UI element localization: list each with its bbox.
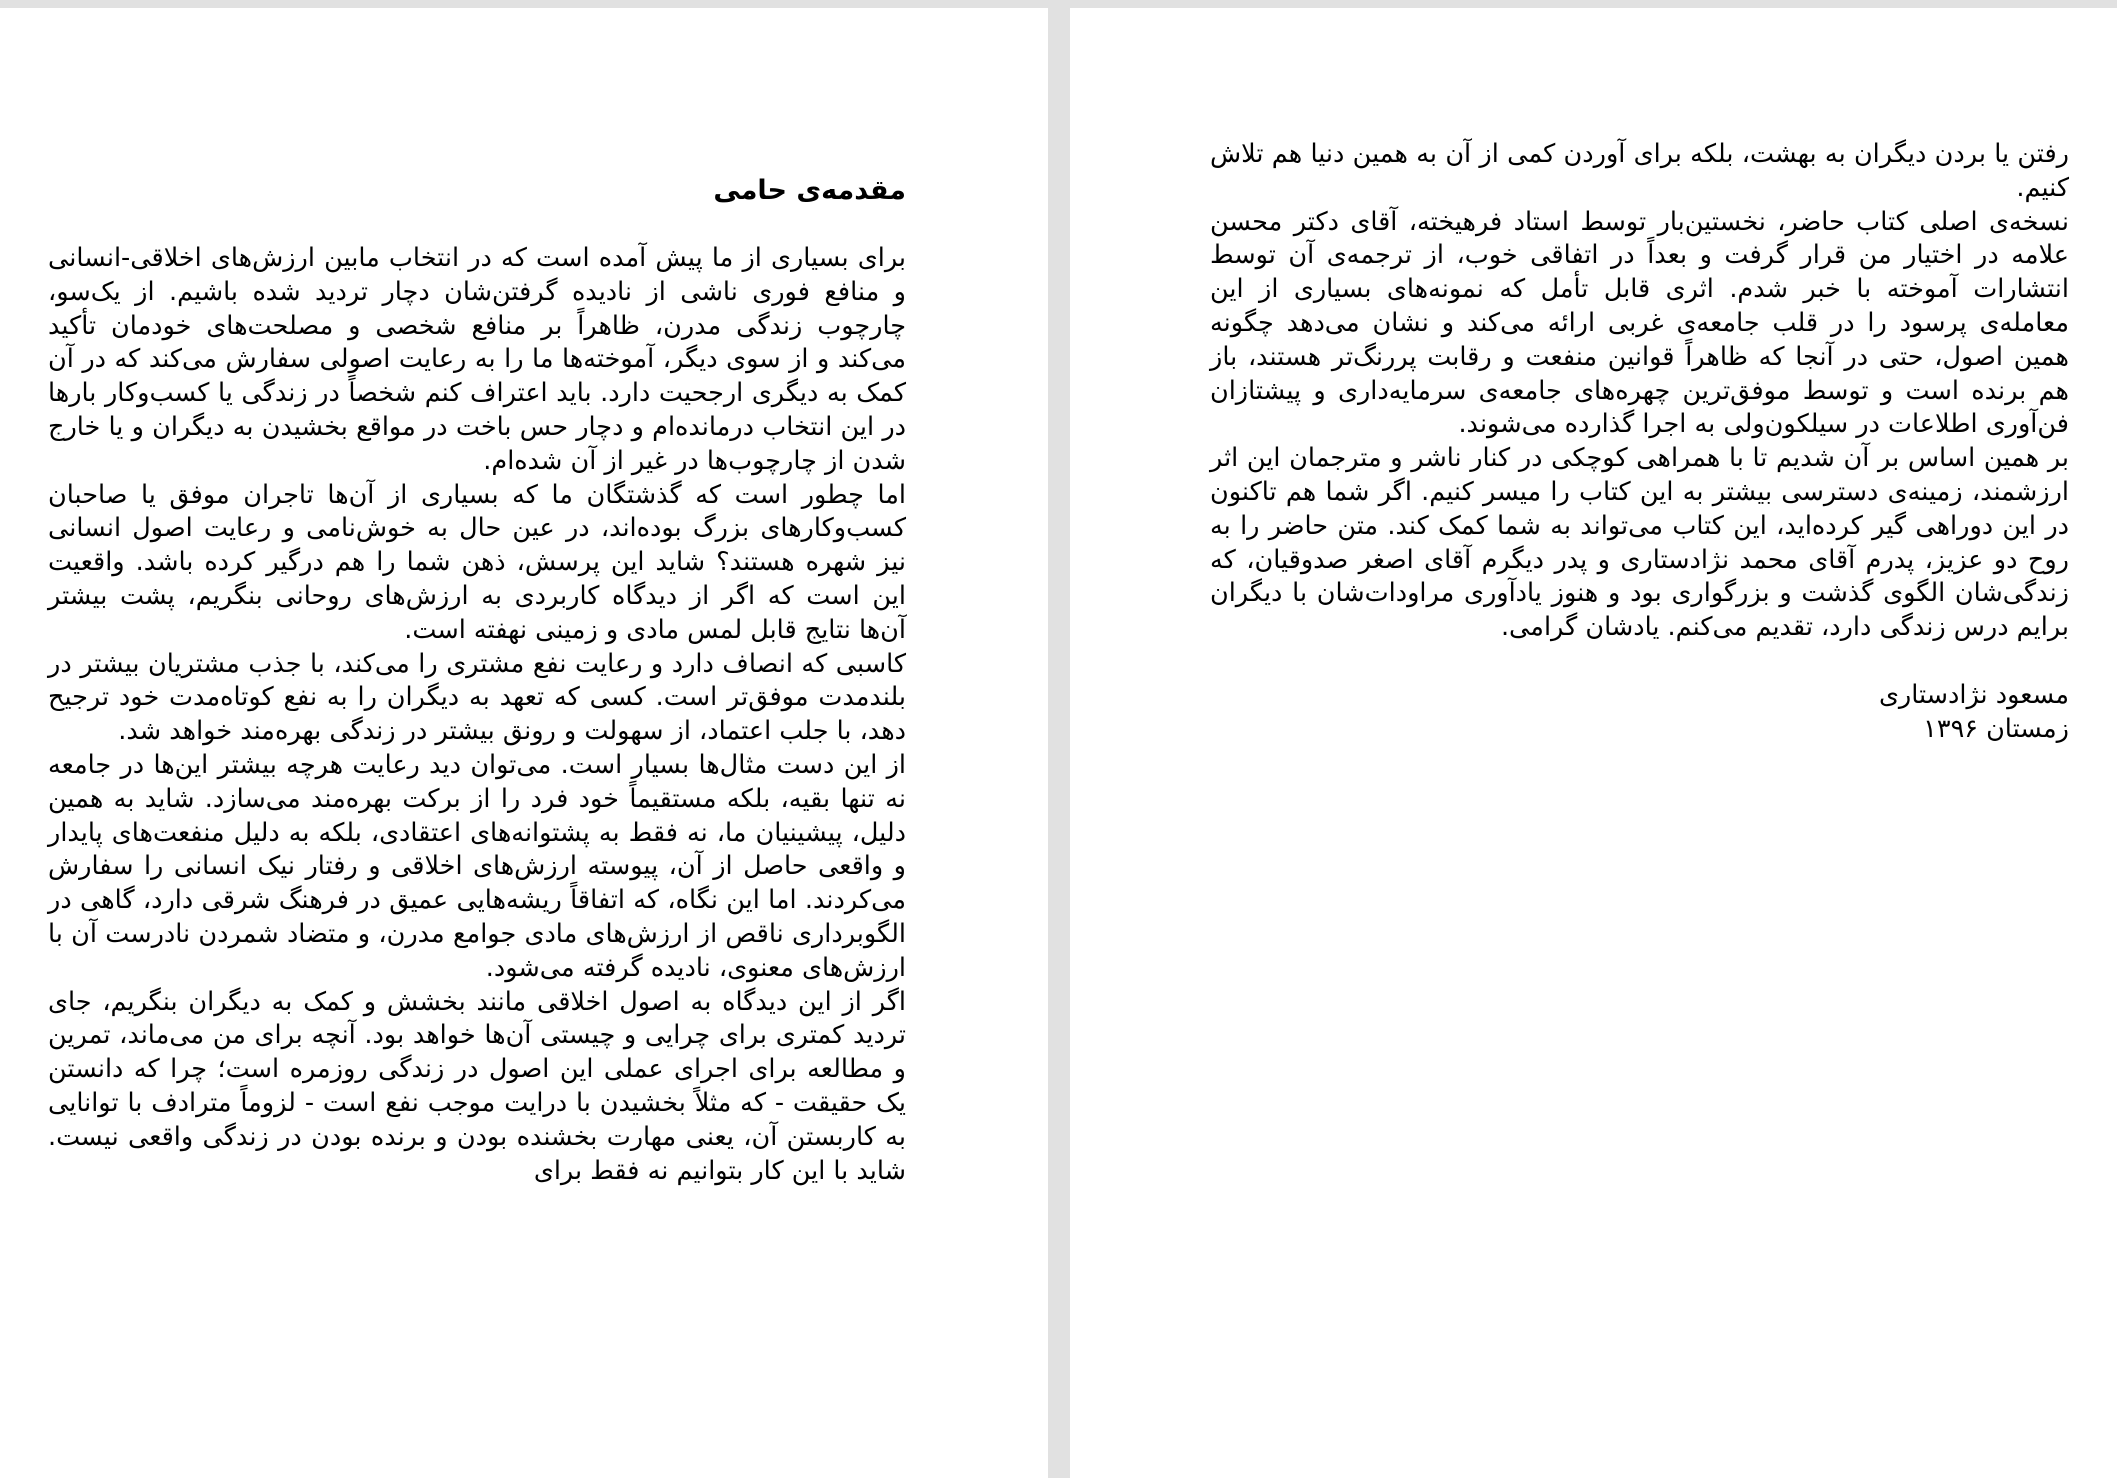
- signature-date: زمستان ۱۳۹۶: [1923, 713, 2069, 744]
- section-heading: مقدمه‌ی حامی: [713, 175, 906, 206]
- paragraph: از این دست مثال‌ها بسیار است. می‌توان دید رعایت هرچه بیشتر این‌ها در جامعه نه تنها بقیه، بلکه مستقیماً خود فرد را از برکت بهره‌مند می‌سازد. شاید به همین دلیل، پیشینیان ما، نه فقط به پشتوانه‌های اعتقادی، بلکه به دلیل منفعت‌های پایدار و واقعی حاصل از آن، پیوسته ارزش‌های اخلاقی و رفتار نیک انسانی را سفارش می‌کردند. اما این نگاه، که اتفاقاً ریشه‌هایی عمیق در فرهنگ شرقی دارد، گاهی در الگوبرداری ناقص از ارزش‌های مادی جوامع مدرن، و متضاد شمردن نادرست آن با ارزش‌های معنوی، نادیده گرفته می‌شود.: [48, 749, 906, 983]
- signature-block: [1210, 679, 2069, 747]
- left-page-text: [48, 174, 906, 1188]
- paragraph: بر همین اساس بر آن شدیم تا با همراهی کوچکی در کنار ناشر و مترجمان این اثر ارزشمند، زمینه‌ی دسترسی بیشتر به این کتاب را میسر کنیم. اگر شما هم تاکنون در این دوراهی گیر کرده‌اید، این کتاب می‌تواند به شما کمک کند. متن حاضر را به روح دو عزیز، پدرم آقای محمد نژادستاری و پدر دیگرم آقای اصغر صدوقیان، که زندگی‌شان الگوی گذشت و بزرگواری بود و هنوز یادآوری مراودات‌شان با دیگران برایم درس زندگی دارد، تقدیم می‌کنم. یادشان گرامی.: [1210, 443, 2069, 643]
- page-left: [0, 8, 1048, 1478]
- paragraph: برای بسیاری از ما پیش آمده است که در انتخاب مابین ارزش‌های اخلاقی-انسانی و منافع فوری ناشی از نادیده گرفتن‌شان دچار تردید شده باشیم. از یک‌سو، چارچوب زندگی مدرن، ظاهراً بر منافع شخصی و مصلحت‌های خودمان تأکید می‌کند و از سوی دیگر، آموخته‌ها ما را به رعایت اصولی سفارش می‌کند که در آن کمک به دیگری ارجحیت دارد. باید اعتراف کنم شخصاً در زندگی یا کسب‌وکار بارها در این انتخاب درمانده‌ام و دچار حس باخت در مواقع بخشیدن به دیگران و یا خارج شدن از چارچوب‌ها در غیر از آن شده‌ام.: [48, 243, 906, 476]
- paragraph: اما چطور است که گذشتگان ما که بسیاری از آن‌ها تاجران موفق یا صاحبان کسب‌وکارهای بزرگ بوده‌اند، در عین حال به خوش‌نامی و رعایت اصول انسانی نیز شهره هستند؟ شاید این پرسش، ذهن شما را هم درگیر کرده باشد. واقعیت این است که اگر از دیدگاه کاربردی به ارزش‌های روحانی بنگریم، پشت بیشتر آن‌ها نتایج قابل لمس مادی و زمینی نهفته است.: [48, 479, 906, 645]
- page-right: [1070, 8, 2117, 1478]
- signature-name: مسعود نژادستاری: [1878, 679, 2069, 710]
- paragraph: نسخه‌ی اصلی کتاب حاضر، نخستین‌بار توسط استاد فرهیخته، آقای دکتر محسن علامه در اختیار من قرار گرفت و بعداً در اتفاقی خوب، از ترجمه‌ی آن توسط انتشارات آموخته با خبر شدم. اثری قابل تأمل که نمونه‌های بسیاری از این معامله‌ی پرسود را در قلب جامعه‌ی غربی ارائه می‌کند و نشان می‌دهد چگونه همین اصول، حتی در آنجا که ظاهراً قوانین منفعت و رقابت پررنگ‌تر هستند، باز هم برنده است و توسط موفق‌ترین چهره‌های جامعه‌ی سرمایه‌داری و پیشتازان فن‌آوری اطلاعات در سیلکون‌ولی به اجرا گذارده می‌شوند.: [1210, 206, 2069, 440]
- right-page-text: [1210, 138, 2069, 746]
- paragraph: رفتن یا بردن دیگران به بهشت، بلکه برای آوردن کمی از آن به همین دنیا هم تلاش کنیم.: [1210, 139, 2069, 203]
- paragraph: اگر از این دیدگاه به اصول اخلاقی مانند بخشش و کمک به دیگران بنگریم، جای تردید کمتری برای چرایی و چیستی آن‌ها خواهد بود. آنچه برای من می‌ماند، تمرین و مطالعه برای اجرای عملی این اصول در زندگی روزمره است؛ چرا که دانستن یک حقیقت - که مثلاً بخشیدن با درایت موجب نفع است - لزوماً مترادف با توانایی به کاربستن آن، یعنی مهارت بخشنده بودن و برنده بودن در زندگی واقعی نیست. شاید با این کار بتوانیم نه فقط برای: [48, 986, 906, 1186]
- paragraph: کاسبی که انصاف دارد و رعایت نفع مشتری را می‌کند، با جذب مشتریان بیشتر در بلندمدت موفق‌تر است. کسی که تعهد به دیگران را به نفع کوتاه‌مدت خود ترجیح دهد، با جلب اعتماد، از سهولت و رونق بیشتر در زندگی بهره‌مند خواهد شد.: [48, 648, 906, 747]
